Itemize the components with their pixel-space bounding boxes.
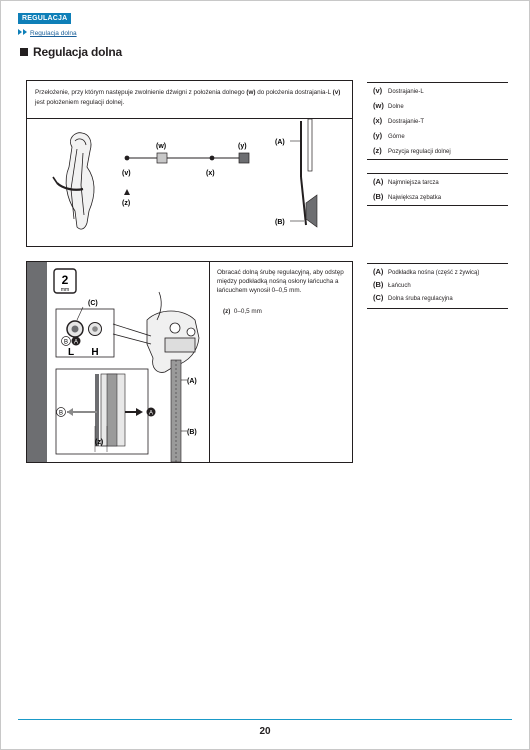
clearance-spec	[223, 308, 262, 315]
page-number: 20	[259, 726, 271, 737]
breadcrumb[interactable]	[18, 29, 77, 38]
legend-text: Najmniejsza tarcza	[388, 180, 439, 186]
label-sprocket-B: (B)	[275, 219, 285, 226]
page-title: Regulacja dolna	[33, 45, 123, 59]
legend-key: (v)	[373, 86, 383, 95]
legend-item	[373, 177, 502, 192]
screw-b-marker: B	[63, 339, 69, 346]
legend-text: Dostrajanie-L	[388, 89, 424, 95]
legend-text: Górne	[388, 134, 405, 140]
divider	[209, 262, 210, 462]
side-bar	[27, 262, 47, 462]
hex-key-2mm-icon	[54, 269, 76, 293]
derailleur-illustration	[113, 292, 199, 372]
label-z-clearance: (z)	[95, 439, 104, 446]
title-square-icon	[20, 48, 28, 56]
page-title-row	[20, 45, 122, 59]
legend-item	[373, 192, 502, 207]
tool-size: 2	[61, 273, 69, 287]
desc-part: Przełożenie, przy którym następuje zwolnienie dźwigni z położenia dolnego	[35, 89, 247, 96]
label-v: (v)	[122, 170, 131, 177]
legend-key: (x)	[373, 116, 383, 125]
clearance-key: (z)	[223, 308, 231, 315]
tool-unit: mm	[60, 287, 70, 293]
legend-key: (z)	[373, 146, 382, 155]
position-x-dot	[210, 156, 215, 161]
legend-text: Dolne	[388, 104, 404, 110]
legend-item	[373, 293, 502, 306]
label-L: L	[67, 347, 75, 358]
screw-a-marker: A	[73, 339, 79, 346]
legend-text: Największa zębatka	[388, 195, 442, 201]
label-A: (A)	[187, 378, 197, 385]
legend-item	[373, 146, 502, 161]
legend-key: (C)	[373, 293, 384, 302]
position-w-marker	[157, 153, 167, 163]
front-derailleur-diagram	[47, 262, 209, 462]
section-tag: REGULACJA	[18, 13, 71, 24]
desc-key-w: (w)	[246, 89, 256, 96]
legend-text: Dolna śruba regulacyjna	[388, 296, 453, 302]
shift-position-diagram	[27, 119, 352, 247]
breadcrumb-arrow-icon	[23, 29, 27, 35]
position-v-dot	[125, 156, 130, 161]
guide-plate	[95, 374, 99, 446]
low-screw-center	[72, 326, 79, 333]
legend-positions	[367, 82, 508, 160]
desc-part: do położenia dostrajania-L	[255, 89, 333, 96]
legend-item	[373, 280, 502, 293]
desc-key-v: (v)	[332, 89, 341, 96]
legend-key: (y)	[373, 131, 383, 140]
legend-item	[373, 101, 502, 116]
legend-text: Łańcuch	[388, 283, 411, 289]
label-x: (x)	[206, 170, 215, 177]
legend-item	[373, 131, 502, 146]
screw-inset	[56, 309, 114, 357]
legend-key: (w)	[373, 101, 384, 110]
position-y-marker	[239, 153, 249, 163]
legend-key: (B)	[373, 192, 384, 201]
breadcrumb-link[interactable]: Regulacja dolna	[30, 30, 77, 37]
legend-key: (A)	[373, 177, 384, 186]
direction-b-marker: B	[58, 410, 64, 417]
chainring-sprocket-illustration	[290, 119, 317, 227]
low-adjustment-box	[26, 80, 353, 247]
label-H: H	[91, 347, 99, 358]
screw-instruction: Obracać dolną śrubę regulacyjną, aby odstęp między podkładką nośną osłony łańcucha a łańcuchem wynosił 0–0,5 mm.	[217, 269, 344, 295]
legend-parts	[367, 173, 508, 206]
label-chainring-A: (A)	[275, 139, 285, 146]
clearance-value: 0–0,5 mm	[233, 308, 262, 315]
high-screw-center	[92, 326, 98, 332]
legend-text: Podkładka nośna (część z żywicą)	[388, 270, 480, 276]
breadcrumb-arrow-icon	[18, 29, 22, 35]
label-y: (y)	[238, 143, 247, 150]
label-z: (z)	[122, 200, 131, 207]
footer-divider	[18, 719, 512, 720]
legend-item	[373, 267, 502, 280]
label-B: (B)	[187, 429, 197, 436]
legend-text: Pozycja regulacji dolnej	[388, 149, 451, 155]
legend-item	[373, 86, 502, 101]
chain-illustration	[171, 360, 181, 462]
label-C: (C)	[88, 300, 98, 307]
low-adjustment-description	[35, 88, 345, 108]
legend-derailleur-parts	[367, 263, 508, 309]
shift-lever-illustration	[53, 133, 94, 229]
desc-part: jest położeniem regulacji dolnej.	[35, 99, 125, 106]
direction-a-marker: A	[148, 410, 154, 417]
legend-text: Dostrajanie-T	[388, 119, 425, 125]
label-w: (w)	[156, 143, 167, 150]
legend-item	[373, 116, 502, 131]
screw-adjustment-box	[26, 261, 353, 463]
arrow-up-icon	[124, 189, 130, 195]
legend-key: (B)	[373, 280, 384, 289]
legend-key: (A)	[373, 267, 384, 276]
